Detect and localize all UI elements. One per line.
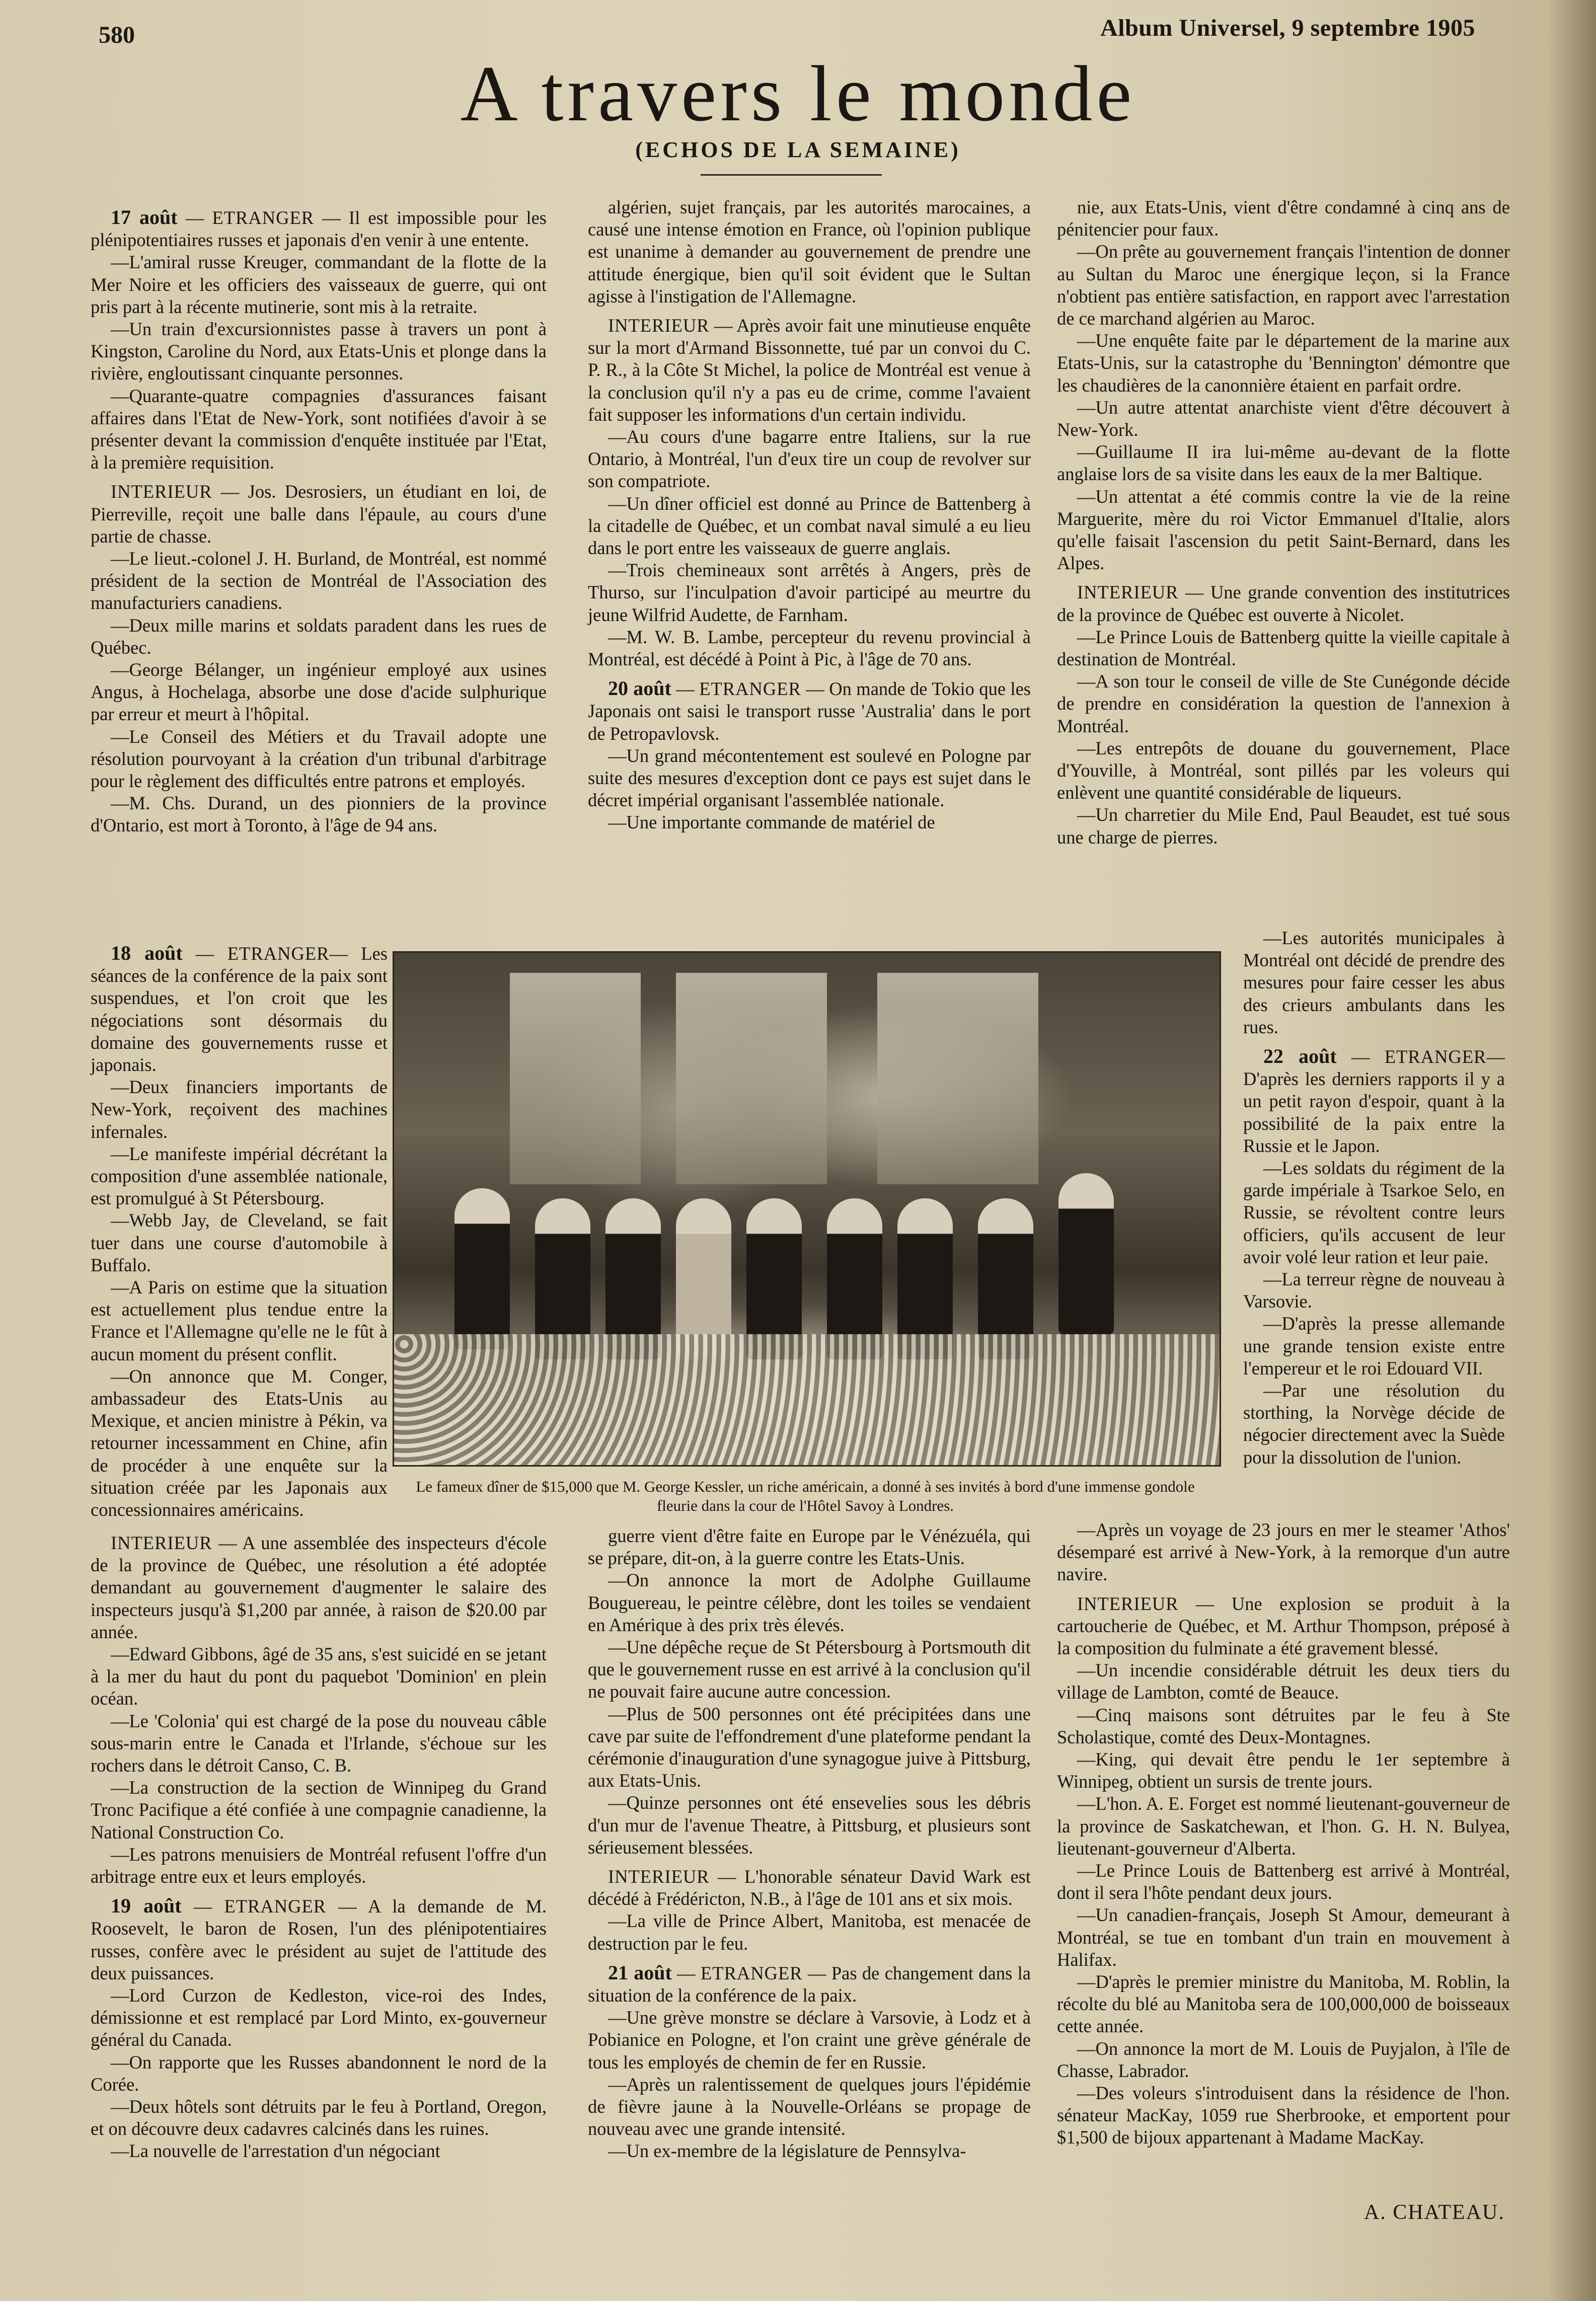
news-paragraph: —King, qui devait être pendu le 1er septembre à Winnipeg, obtient un sursis de trente jours. <box>1057 1749 1510 1792</box>
news-paragraph: —Les entrepôts de douane du gouvernement, Place d'Youville, à Montréal, sont pillés par les voleurs qui enlèvent une quantité considérable de liqueurs. <box>1057 737 1510 803</box>
news-paragraph: —Un dîner officiel est donné au Prince de Battenberg à la citadelle de Québec, et un combat naval simulé a eu lieu dans le port entre les vaisseaux de guerre anglais. <box>588 493 1031 559</box>
news-paragraph: —La ville de Prince Albert, Manitoba, est menacée de destruction par le feu. <box>588 1910 1031 1954</box>
news-paragraph: algérien, sujet français, par les autorités marocaines, a causé une intense émotion en France, où l'opinion publique est unanime à demander au gouvernement de prendre une attitude énergique, bien qu'il soit évident que le Sultan agisse à l'instigation de l'Allemagne. <box>588 197 1031 306</box>
news-paragraph: —Une grève monstre se déclare à Varsovie, à Lodz et à Pobianice en Pologne, et l'on craint une grève générale de tous les employés de chemin de fer en Russie. <box>588 2007 1031 2073</box>
news-paragraph: —Après un ralentissement de quelques jours l'épidémie de fièvre jaune à la Nouvelle-Orléans se propage de nouveau avec une grande intensité. <box>588 2074 1031 2139</box>
news-paragraph: —Des voleurs s'introduisent dans la résidence de l'hon. sénateur MacKay, 1059 rue Sherbrooke, et emportent pour $1,500 de bijoux appartenant à Madame MacKay. <box>1057 2083 1510 2148</box>
news-paragraph: —Un incendie considérable détruit les deux tiers du village de Lambton, comté de Beauce. <box>1057 1660 1510 1703</box>
news-paragraph: INTERIEUR — Une explosion se produit à la cartoucherie de Québec, et M. Arthur Thompson, préposé à la composition du fulminate a été gravement blessé. <box>1057 1593 1510 1659</box>
news-paragraph: —Le Prince Louis de Battenberg quitte la vieille capitale à destination de Montréal. <box>1057 626 1510 670</box>
news-paragraph: —George Bélanger, un ingénieur employé aux usines Angus, à Hochelaga, absorbe une dose d'acide sulphurique par erreur et meurt à l'hôpital. <box>91 659 547 725</box>
news-paragraph: INTERIEUR — Jos. Desrosiers, un étudiant en loi, de Pierreville, reçoit une balle dans l'épaule, au cours d'une partie de chasse. <box>91 481 547 547</box>
column-3-bottom <box>1057 1519 1510 2149</box>
news-paragraph: —Deux financiers importants de New-York, reçoivent des machines infernales. <box>91 1077 388 1142</box>
news-paragraph: 19 août — ETRANGER — A la demande de M. Roosevelt, le baron de Rosen, l'un des plénipotentiaires russes, confère avec le président au sujet de l'attitude des deux puissances. <box>91 1894 547 1983</box>
news-paragraph: —Les autorités municipales à Montréal ont décidé de prendre des mesures pour faire cesser les abus des crieurs ambulants dans les rues. <box>1243 928 1505 1037</box>
news-paragraph: 18 août — ETRANGER— Les séances de la conférence de la paix sont suspendues, et l'on croit que les négociations sont désormais du domaine des gouvernements russe et japonais. <box>91 942 388 1076</box>
column-2-top <box>588 196 1031 834</box>
news-paragraph: —On rapporte que les Russes abandonnent le nord de la Corée. <box>91 2051 547 2095</box>
photo-caption: Le fameux dîner de $15,000 que M. George Kessler, un riche américain, a donné à ses invités à bord d'une immense gondole fleurie dans la cour de l'Hôtel Savoy à Londres. <box>416 1478 1195 1514</box>
flower-garland <box>394 1334 1220 1465</box>
news-paragraph: —Lord Curzon de Kedleston, vice-roi des Indes, démissionne et est remplacé par Lord Minto, ex-gouverneur général du Canada. <box>91 1985 547 2050</box>
news-paragraph: —La nouvelle de l'arrestation d'un négociant <box>111 2140 440 2162</box>
news-paragraph: —Un charretier du Mile End, Paul Beaudet, est tué sous une charge de pierres. <box>1057 804 1510 848</box>
news-paragraph: —D'après le premier ministre du Manitoba, M. Roblin, la récolte du blé au Manitoba sera de 100,000,000 de boisseaux cette année. <box>1057 1971 1510 2037</box>
news-paragraph: —Une enquête faite par le département de la marine aux Etats-Unis, sur la catastrophe du 'Bennington' démontre que les chaudières de la canonnière étaient en parfait ordre. <box>1057 330 1510 396</box>
news-paragraph: —Le manifeste impérial décrétant la composition d'une assemblée nationale, est promulgué à St Pétersbourg. <box>91 1143 388 1209</box>
news-paragraph: —Après un voyage de 23 jours en mer le steamer 'Athos' désemparé est arrivé à New-York, à la remorque d'un autre navire. <box>1057 1519 1510 1585</box>
news-paragraph: —Le 'Colonia' qui est chargé de la pose du nouveau câble sous-marin entre le Canada et l'Irlande, s'échoue sur les rochers dans le détroit Canso, C. B. <box>91 1710 547 1776</box>
news-paragraph: —Edward Gibbons, âgé de 35 ans, s'est suicidé en se jetant à la mer du haut du pont du paquebot 'Dominion' en plein océan. <box>91 1644 547 1709</box>
news-paragraph: —La terreur règne de nouveau à Varsovie. <box>1243 1269 1505 1312</box>
news-paragraph: —Un canadien-français, Joseph St Amour, demeurant à Montréal, se tue en tombant d'un train en mouvement à Halifax. <box>1057 1904 1510 1970</box>
news-paragraph: —Un ex-membre de la législature de Pennsylva- <box>608 2140 966 2162</box>
news-paragraph: 21 août — ETRANGER — Pas de changement dans la situation de la conférence de la paix. <box>588 1961 1031 2006</box>
column-2-bottom <box>588 1525 1031 2163</box>
news-paragraph: —On annonce la mort de M. Louis de Puyjalon, à l'île de Chasse, Labrador. <box>1057 2038 1510 2081</box>
news-paragraph: INTERIEUR — L'honorable sénateur David Wark est décédé à Frédéricton, N.B., à l'âge de 101 ans et six mois. <box>588 1866 1031 1909</box>
drape <box>877 973 1038 1184</box>
news-paragraph: 22 août — ETRANGER— D'après les derniers rapports il y a un petit rayon d'espoir, quant à la possibilité de la paix entre la Russie et le Japon. <box>1243 1045 1505 1156</box>
news-paragraph: —A son tour le conseil de ville de Ste Cunégonde décide de prendre en considération la question de l'annexion à Montréal. <box>1057 671 1510 736</box>
news-paragraph: —Cinq maisons sont détruites par le feu à Ste Scholastique, comté des Deux-Montagnes. <box>1057 1704 1510 1747</box>
column-3-top <box>1057 196 1510 849</box>
news-paragraph: —Par une résolution du storthing, la Norvège décide de négocier directement avec la Suède pour la dissolution de l'union. <box>1243 1380 1505 1468</box>
banquet-photograph <box>393 951 1221 1467</box>
standing-guest <box>454 1188 510 1349</box>
standing-guest <box>1058 1173 1114 1334</box>
news-paragraph: —Deux mille marins et soldats paradent dans les rues de Québec. <box>91 615 547 658</box>
news-paragraph: —On annonce que M. Conger, ambassadeur des Etats-Unis au Mexique, et ancien ministre à Pékin, va retourner incessamment en Chine, afin de procéder à une enquête sur la situation créée par les Japonais aux concessionnaires américains. <box>91 1365 388 1520</box>
news-paragraph: —Une dépêche reçue de St Pétersbourg à Portsmouth dit que le gouvernement russe en est arrivé à la conclusion qu'il ne pouvait faire aucune autre concession. <box>588 1637 1031 1702</box>
news-paragraph: —Les soldats du régiment de la garde impériale à Tsarkoe Selo, en Russie, se révoltent contre leurs officiers, qu'ils accusent de leur avoir volé leur ration et leur paie. <box>1243 1158 1505 1267</box>
column-1-bottom <box>91 1525 547 2163</box>
news-paragraph: —Les patrons menuisiers de Montréal refusent l'offre d'un arbitrage entre eux et leurs employés. <box>91 1844 547 1887</box>
news-paragraph: —L'amiral russe Kreuger, commandant de la flotte de la Mer Noire et les officiers des vaisseaux de guerre, qui ont pris part à la récente mutinerie, sont mis à la retraite. <box>91 252 547 317</box>
column-1-top <box>91 199 547 837</box>
news-paragraph: —Un attentat a été commis contre la vie de la reine Marguerite, mère du roi Victor Emmanuel d'Italie, alors qu'elle faisait l'ascension du petit Saint-Bernard, dans les Alpes. <box>1057 486 1510 574</box>
page-subtitle: (ECHOS DE LA SEMAINE) <box>635 137 961 162</box>
news-paragraph: —Un grand mécontentement est soulevé en Pologne par suite des mesures d'exception dont ce pays est sujet dans le décret impérial organisant l'assemblée nationale. <box>588 745 1031 811</box>
page-number: 580 <box>99 22 135 48</box>
news-paragraph: —Deux hôtels sont détruits par le feu à Portland, Oregon, et on découvre deux cadavres calcinés dans les ruines. <box>91 2096 547 2139</box>
news-paragraph: nie, aux Etats-Unis, vient d'être condamné à cinq ans de pénitencier pour faux. <box>1057 197 1510 240</box>
news-paragraph: —Quarante-quatre compagnies d'assurances faisant affaires dans l'Etat de New-York, sont notifiées d'avoir à se présenter devant la commission d'enquête instituée par l'Etat, à la première requisition. <box>91 385 547 473</box>
drape <box>676 973 827 1184</box>
column-1-beside-photo <box>91 935 388 1521</box>
news-paragraph: —Quinze personnes ont été ensevelies sous les débris d'un mur de l'avenue Theatre, à Pittsburg, et plusieurs sont sérieusement blessées. <box>588 1792 1031 1858</box>
page-title: A travers le monde <box>460 50 1136 138</box>
news-paragraph: —Un autre attentat anarchiste vient d'être découvert à New-York. <box>1057 397 1510 440</box>
news-paragraph: —A Paris on estime que la situation est actuellement plus tendue entre la France et l'Allemagne qu'elle ne le fût à aucun moment du présent conflit. <box>91 1277 388 1364</box>
title-rule <box>701 174 882 176</box>
news-paragraph: —M. Chs. Durand, un des pionniers de la province d'Ontario, est mort à Toronto, à l'âge de 94 ans. <box>91 793 547 836</box>
news-paragraph: 20 août — ETRANGER — On mande de Tokio que les Japonais ont saisi le transport russe 'Australia' dans le port de Petropavlovsk. <box>588 677 1031 744</box>
news-paragraph: —Au cours d'une bagarre entre Italiens, sur la rue Ontario, à Montréal, l'un d'eux tire un coup de revolver sur son compatriote. <box>588 426 1031 492</box>
news-paragraph: —Un train d'excursionnistes passe à travers un pont à Kingston, Caroline du Nord, aux Etats-Unis et plonge dans la rivière, engloutissant cinquante personnes. <box>91 319 547 384</box>
drape <box>510 973 641 1184</box>
news-paragraph: 17 août — ETRANGER — Il est impossible pour les plénipotentiaires russes et japonais d'en venir à une entente. <box>91 206 547 251</box>
news-paragraph: —On annonce la mort de Adolphe Guillaume Bouguereau, le peintre célèbre, dont les toiles se vendaient en Amérique à des prix très élevés. <box>588 1570 1031 1635</box>
news-paragraph: guerre vient d'être faite en Europe par le Vénézuéla, qui se prépare, dit-on, à la guerre contre les Etats-Unis. <box>588 1525 1031 1569</box>
running-title: Album Universel, 9 septembre 1905 <box>1100 15 1475 41</box>
news-paragraph: —La construction de la section de Winnipeg du Grand Tronc Pacifique a été confiée à une compagnie canadienne, la National Construction Co. <box>91 1777 547 1843</box>
column-3-beside-photo <box>1243 927 1505 1469</box>
news-paragraph: —Guillaume II ira lui-même au-devant de la flotte anglaise lors de sa visite dans les eaux de la mer Baltique. <box>1057 441 1510 485</box>
news-paragraph: —Trois chemineaux sont arrêtés à Angers, près de Thurso, sur l'inculpation d'avoir participé au meurtre du jeune Wilfrid Audette, de Farnham. <box>588 560 1031 625</box>
news-paragraph: INTERIEUR — A une assemblée des inspecteurs d'école de la province de Québec, une résolution a été adoptée demandant au gouvernement d'augmenter le salaire des inspecteurs jusqu'à $1,200 par année, à raison de $20.00 par année. <box>91 1532 547 1642</box>
news-paragraph: —Le Prince Louis de Battenberg est arrivé à Montréal, dont il sera l'hôte pendant deux jours. <box>1057 1860 1510 1903</box>
news-paragraph: —Une importante commande de matériel de <box>608 812 935 833</box>
news-paragraph: —M. W. B. Lambe, percepteur du revenu provincial à Montréal, est décédé à Point à Pic, à l'âge de 70 ans. <box>588 626 1031 670</box>
news-paragraph: —L'hon. A. E. Forget est nommé lieutenant-gouverneur de la province de Saskatchewan, et l'hon. G. H. N. Bulyea, lieutenant-gouverneur d'Alberta. <box>1057 1793 1510 1859</box>
news-paragraph: INTERIEUR — Une grande convention des institutrices de la province de Québec est ouverte à Nicolet. <box>1057 582 1510 625</box>
news-paragraph: —D'après la presse allemande une grande tension existe entre l'empereur et le roi Edouard VII. <box>1243 1313 1505 1378</box>
news-paragraph: —Le Conseil des Métiers et du Travail adopte une résolution pourvoyant à la création d'un tribunal d'arbitrage pour le règlement des difficultés entre patrons et employés. <box>91 726 547 792</box>
news-paragraph: —Webb Jay, de Cleveland, se fait tuer dans une course d'automobile à Buffalo. <box>91 1210 388 1275</box>
news-paragraph: —Le lieut.-colonel J. H. Burland, de Montréal, est nommé président de la section de Montréal de l'Association des manufacturiers canadiens. <box>91 548 547 613</box>
author-signature: A. CHATEAU. <box>1364 2201 1505 2224</box>
news-paragraph: —On prête au gouvernement français l'intention de donner au Sultan du Maroc une énergique leçon, si la France n'obtient pas entière satisfaction, en rapport avec l'arrestation de ce marchand algérien au Maroc. <box>1057 241 1510 329</box>
news-paragraph: —Plus de 500 personnes ont été précipitées dans une cave par suite de l'effondrement d'une plateforme pendant la cérémonie d'inauguration d'une synagogue juive à Pittsburg, aux Etats-Unis. <box>588 1703 1031 1791</box>
news-paragraph: INTERIEUR — Après avoir fait une minutieuse enquête sur la mort d'Armand Bissonnette, tué par un convoi du C. P. R., à la Côte St Michel, la police de Montréal est venue à la conclusion qu'il n'y a pas eu de crime, comme l'avaient fait supposer les informations d'un certain individu. <box>588 315 1031 425</box>
